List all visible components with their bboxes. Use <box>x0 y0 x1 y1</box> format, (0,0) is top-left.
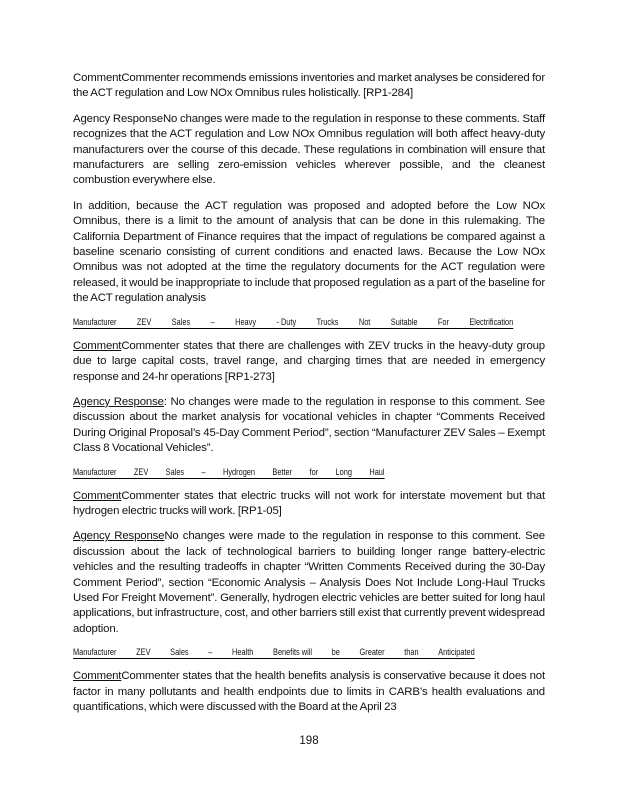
comment-text: Commenter states that electric trucks will not work for interstate movement but that hydrogen electric trucks will work. [RP1-05] <box>73 489 545 517</box>
section-heading-1 <box>73 317 513 329</box>
response-paragraph-3 <box>73 529 545 637</box>
heading-word: - Duty <box>276 316 297 327</box>
heading-word: Long <box>335 466 352 477</box>
heading-word: Manufacturer <box>73 316 117 327</box>
heading-word: Sales <box>170 647 189 658</box>
page-content <box>73 71 545 725</box>
heading-word: Not <box>358 316 371 327</box>
heading-word: Electrification <box>469 316 514 327</box>
page-number: 198 <box>299 735 319 747</box>
comment-paragraph-1 <box>73 71 545 102</box>
response-label: Agency Response <box>73 530 165 543</box>
comment-paragraph-2 <box>73 339 545 385</box>
heading-word: Benefits will <box>273 647 313 658</box>
heading-word: For <box>437 316 449 327</box>
section-heading-3 <box>73 647 475 659</box>
heading-word: Manufacturer <box>73 647 117 658</box>
comment-paragraph-4 <box>73 669 545 715</box>
comment-label: Comment <box>73 489 122 502</box>
heading-word: for <box>309 466 319 477</box>
heading-word: ZEV <box>133 466 149 477</box>
heading-word: Sales <box>171 316 191 327</box>
comment-label: Comment <box>73 670 122 683</box>
comment-text: Commenter states that the health benefits analysis is conservative because it does not factor in many pollutants and health endpoints due to limits in CARB’s health evaluations and quantifications, which were discussed with the Board at the April 23 <box>73 670 545 713</box>
comment-label: Comment <box>73 72 122 84</box>
heading-word: Better <box>272 466 293 477</box>
heading-word: Sales <box>165 466 185 477</box>
response-label: Agency Response <box>73 112 163 125</box>
response-text: No changes were made to the regulation in response to these comments. Staff recognizes that the ACT regulation and Low NOx Omnibus regulation will both affect heavy-duty manufacturers over the course of this decade. These regulations in combination will ensure that manufacturers are selling zero-emission vehicles wherever possible, and the cleanest combustion everywhere else. <box>73 112 545 187</box>
heading-word: Health <box>232 647 254 658</box>
response-label: Agency Response <box>73 395 164 408</box>
heading-word: Manufacturer <box>73 466 117 477</box>
heading-word: Heavy <box>235 316 257 327</box>
response-paragraph-1b: In addition, because the ACT regulation was proposed and adopted before the Low NOx Omnibus, there is a limit to the amount of analysis that can be done in this rulemaking. The California Department of Finance requires that the impact of regulations be compared against a baseline scenario consisting of current conditions and enacted laws. Because the Low NOx Omnibus was not adopted at the time the regulatory documents for the ACT regulation were released, it would be inappropriate to include that proposed regulation as a part of the baseline for the ACT regulation analysis <box>73 199 545 305</box>
comment-paragraph-3 <box>73 489 545 520</box>
heading-word: Trucks <box>316 316 339 327</box>
heading-word: – <box>201 466 206 477</box>
response-paragraph-1 <box>73 112 545 189</box>
comment-text: Commenter recommends emissions inventories and market analyses be considered for the ACT regulation and Low NOx Omnibus rules holistically. [RP1-284] <box>73 72 545 100</box>
heading-word: Greater <box>359 647 385 658</box>
heading-word: – <box>208 647 213 658</box>
heading-word: – <box>210 316 215 327</box>
response-paragraph-2 <box>73 395 545 457</box>
comment-label: Comment <box>73 339 122 352</box>
comment-text: Commenter states that there are challenges with ZEV trucks in the heavy-duty group due to large capital costs, travel range, and charging times that are needed in emergency response and 24-hr operations [RP1-273] <box>73 339 545 383</box>
section-heading-2 <box>73 467 385 479</box>
heading-word: Suitable <box>390 316 418 327</box>
heading-word: be <box>331 647 340 658</box>
heading-word: Hydrogen <box>223 466 256 477</box>
heading-word: Anticipated <box>438 647 475 658</box>
response-text: : No changes were made to the regulation in response to this comment. See discussion about the market analysis for vocational vehicles in chapter “Comments Received During Original Proposal’s 45-Day Comment Period”, section “Manufacturer ZEV Sales – Exempt Class 8 Vocational Vehicles”. <box>73 395 545 455</box>
heading-word: ZEV <box>136 316 152 327</box>
response-text: No changes were made to the regulation in response to this comment. See discussion about the lack of technological barriers to building longer range battery-electric vehicles and the resulting tradeoffs in chapter “Written Comments Received during the 30-Day Comment Period”, section “Economic Analysis – Analysis Does Not Include Long-Haul Trucks Used For Freight Movement”. Generally, hydrogen electric vehicles are better suited for long haul applications, but infrastructure, cost, and other barriers still exist that currently prevent widespread adoption. <box>73 530 545 635</box>
heading-word: Haul <box>369 466 385 477</box>
heading-word: ZEV <box>136 647 151 658</box>
heading-word: than <box>404 647 419 658</box>
